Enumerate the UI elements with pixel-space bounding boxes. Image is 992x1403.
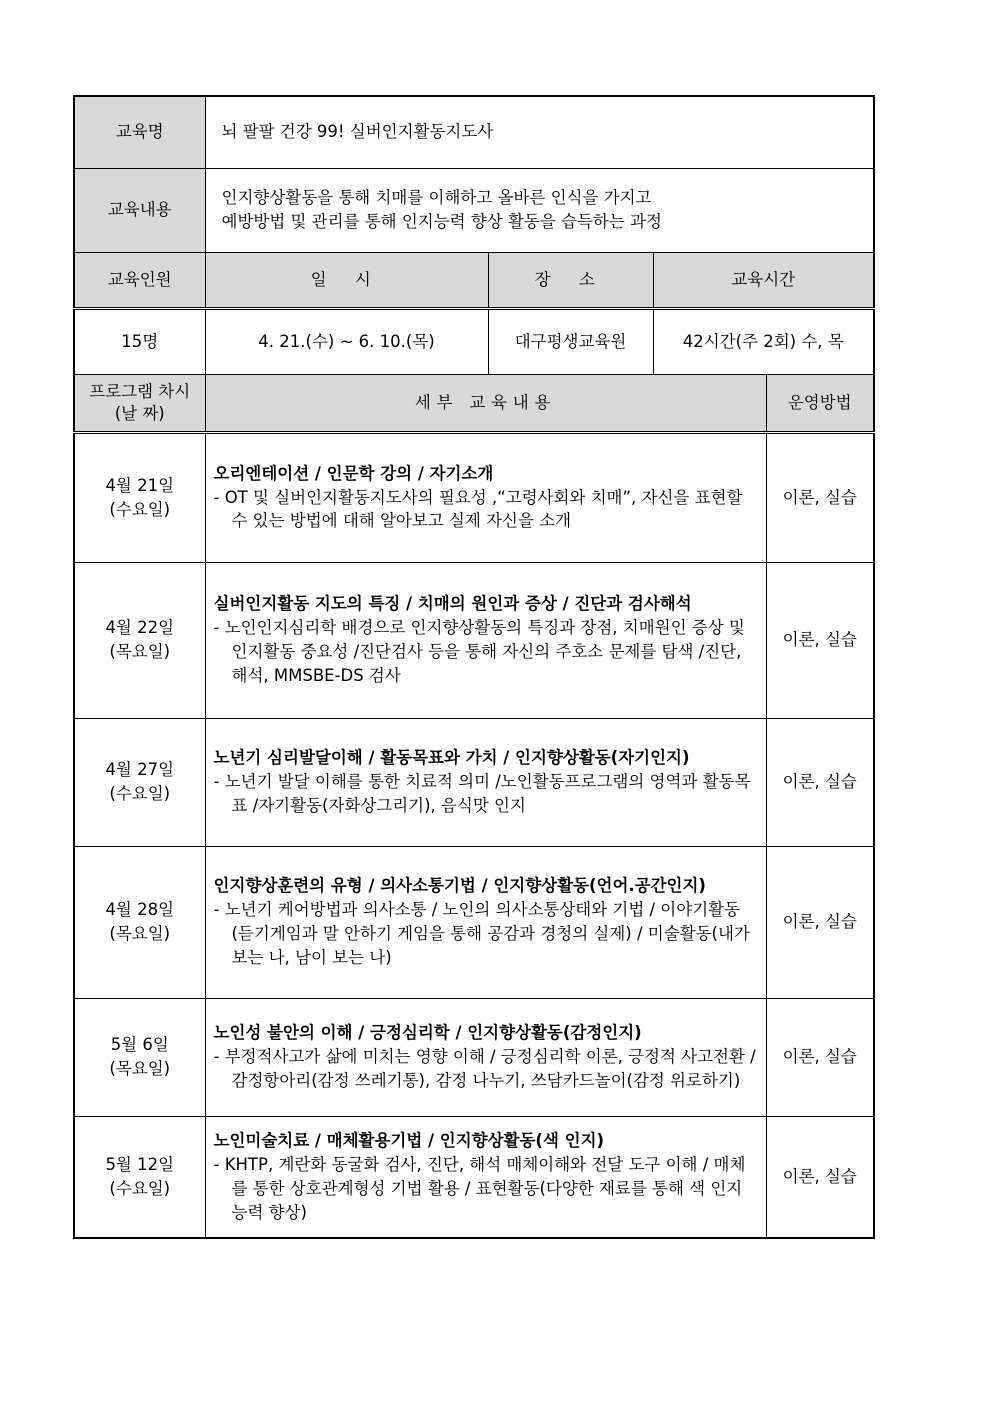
- session-method: 이론, 실습: [766, 432, 874, 562]
- course-content-label: 교육내용: [74, 168, 205, 252]
- session-content: [205, 998, 766, 1116]
- curriculum-table: [73, 95, 875, 1239]
- course-name-row: [74, 96, 874, 168]
- method-header: 운영방법: [766, 374, 874, 432]
- session-row: [74, 998, 874, 1116]
- session-method: 이론, 실습: [766, 1116, 874, 1238]
- info-value-row: [74, 308, 874, 374]
- info-header-row: [74, 252, 874, 308]
- session-date: 4월 22일 (목요일): [74, 562, 205, 718]
- session-title: 노인성 불안의 이해 / 긍정심리학 / 인지향상활동(감정인지): [213, 1023, 642, 1043]
- session-header: [74, 374, 205, 432]
- session-content: [205, 718, 766, 846]
- session-title: 인지향상훈련의 유형 / 의사소통기법 / 인지향상활동(언어.공간인지): [213, 876, 706, 896]
- curriculum-document: [73, 95, 873, 1239]
- session-content: [205, 562, 766, 718]
- course-name-value: 뇌 팔팔 건강 99! 실버인지활동지도사: [205, 96, 874, 168]
- session-method: 이론, 실습: [766, 998, 874, 1116]
- session-detail: - 노년기 발달 이해를 통한 치료적 의미 /노인활동프로그램의 영역과 활동목표 /자기활동(자화상그리기), 음식맛 인지: [213, 772, 751, 815]
- time-value: 42시간(주 2회) 수, 목: [653, 308, 874, 374]
- session-title: 노인미술치료 / 매체활용기법 / 인지향상활동(색 인지): [213, 1130, 605, 1150]
- session-row: [74, 562, 874, 718]
- session-header-label: 프로그램 차시: [89, 382, 191, 402]
- session-date: 4월 27일 (수요일): [74, 718, 205, 846]
- session-title: 노년기 심리발달이해 / 활동목표와 가치 / 인지향상활동(자기인지): [213, 748, 690, 768]
- session-detail: - 노년기 케어방법과 의사소통 / 노인의 의사소통상태와 기법 / 이야기활동 (듣기게임과 말 안하기 게임을 통해 공감과 경청의 실제) / 미술활동(내가 보는 나, 남이 보는 나): [213, 900, 750, 967]
- session-date: 5월 12일 (수요일): [74, 1116, 205, 1238]
- session-row: [74, 1116, 874, 1238]
- session-method: 이론, 실습: [766, 846, 874, 998]
- session-row: [74, 432, 874, 562]
- course-content-value: [205, 168, 874, 252]
- session-title: 오리엔테이션 / 인문학 강의 / 자기소개: [213, 463, 494, 483]
- course-content-line: 인지향상활동을 통해 치매를 이해하고 올바른 인식을 가지고: [221, 188, 652, 208]
- date-label: 일 시: [205, 252, 488, 308]
- session-content: [205, 846, 766, 998]
- place-label: 장 소: [488, 252, 653, 308]
- course-content-line: 예방방법 및 관리를 통해 인지능력 향상 활동을 습득하는 과정: [221, 212, 662, 231]
- session-detail: - KHTP, 계란화 동굴화 검사, 진단, 해석 매체이해와 전달 도구 이해 / 매체를 통한 상호관계형성 기법 활용 / 표현활동(다양한 재료를 통해 색 인지 능력 향상): [213, 1154, 746, 1222]
- people-value: 15명: [74, 308, 205, 374]
- session-method: 이론, 실습: [766, 562, 874, 718]
- program-header-row: [74, 374, 874, 432]
- session-content: [205, 432, 766, 562]
- course-name-label: 교육명: [74, 96, 205, 168]
- place-value: 대구평생교육원: [488, 308, 653, 374]
- session-detail: - 노인인지심리학 배경으로 인지향상활동의 특징과 장점, 치매원인 증상 및 인지활동 중요성 /진단검사 등을 통해 자신의 주호소 문제를 탐색 /진단, 해석, MMSBE-DS 검사: [213, 618, 745, 685]
- session-title: 실버인지활동 지도의 특징 / 치매의 원인과 증상 / 진단과 검사해석: [213, 594, 692, 614]
- course-content-row: [74, 168, 874, 252]
- session-content: [205, 1116, 766, 1238]
- date-value: 4. 21.(수) ~ 6. 10.(목): [205, 308, 488, 374]
- people-label: 교육인원: [74, 252, 205, 308]
- session-date: 5월 6일 (목요일): [74, 998, 205, 1116]
- session-date: 4월 21일 (수요일): [74, 432, 205, 562]
- session-date: 4월 28일 (목요일): [74, 846, 205, 998]
- session-row: [74, 846, 874, 998]
- session-row: [74, 718, 874, 846]
- session-detail: - 부정적사고가 삶에 미치는 영향 이해 / 긍정심리학 이론, 긍정적 사고전환 / 감정항아리(감정 쓰레기통), 감정 나누기, 쓰담카드놀이(감정 위로하기): [213, 1047, 756, 1090]
- time-label: 교육시간: [653, 252, 874, 308]
- session-header-sub: (날 짜): [114, 403, 165, 423]
- detail-header: 세부 교육내용: [205, 374, 766, 432]
- session-method: 이론, 실습: [766, 718, 874, 846]
- session-detail: - OT 및 실버인지활동지도사의 필요성 ,“고령사회와 치매”, 자신을 표현할 수 있는 방법에 대해 알아보고 실제 자신을 소개: [213, 487, 743, 531]
